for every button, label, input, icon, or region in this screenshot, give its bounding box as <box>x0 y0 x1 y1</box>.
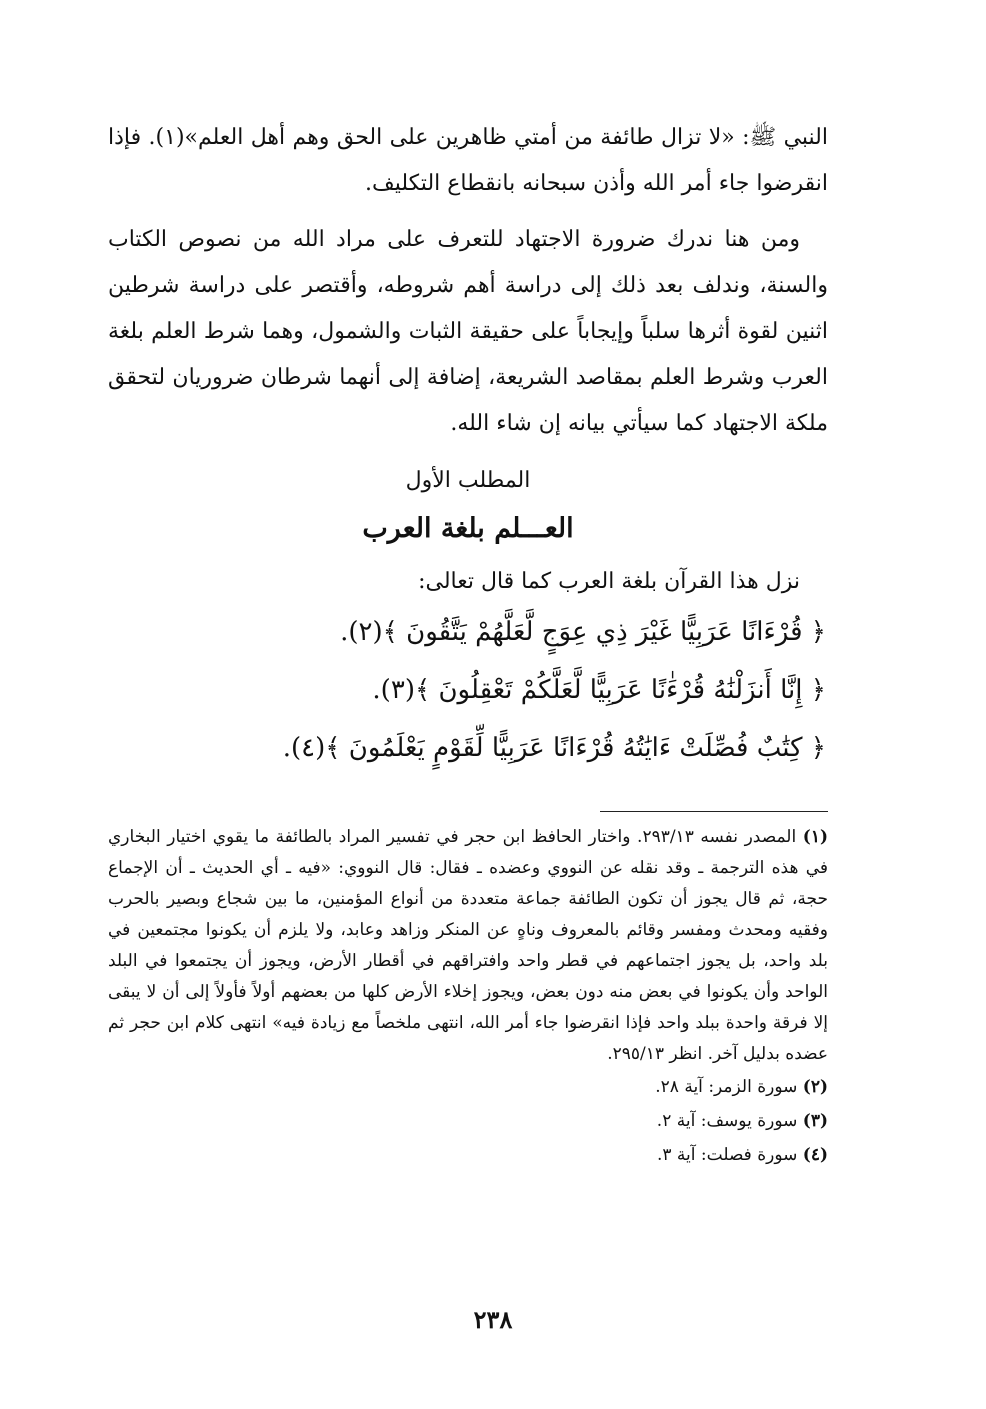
footnote-4-number: (٤) <box>802 1145 828 1165</box>
footnote-separator <box>600 811 828 812</box>
footnote-2 <box>108 1070 828 1104</box>
paragraph-hadith: النبي ﷺ: «لا تزال طائفة من أمتي ظاهرين على الحق وهم أهل العلم»(١). فإذا انقرضوا جاء أمر الله وأذن سبحانه بانقطاع التكليف. <box>108 125 828 196</box>
footnote-3 <box>108 1104 828 1138</box>
quran-verse-3: ﴿ كِتَٰبٌ فُصِّلَتْ ءَايَٰتُهُ قُرْءَانًا عَرَبِيًّا لِّقَوْمٍ يَعْلَمُونَ ﴾(٤). <box>282 733 826 763</box>
footnote-1 <box>108 822 828 1070</box>
book-page <box>108 115 828 1172</box>
footnote-1-number: (١) <box>802 827 828 847</box>
footnote-3-text: سورة يوسف: آية ٢. <box>656 1111 798 1131</box>
footnote-2-text: سورة الزمر: آية ٢٨. <box>655 1077 798 1097</box>
section-label: المطلب الأول <box>405 468 531 493</box>
footnote-3-number: (٣) <box>802 1111 828 1131</box>
footnote-4 <box>108 1138 828 1172</box>
section-title: العـــلم بلغة العرب <box>362 513 574 544</box>
footnote-4-text: سورة فصلت: آية ٣. <box>656 1145 798 1165</box>
footnote-1-text: المصدر نفسه ٢٩٣/١٣. واختار الحافظ ابن حجر في تفسير المراد بالطائفة ما يقوي اختيار البخاري في هذه الترجمة ـ وقد نقله عن النووي وعضده ـ فقال: قال النووي: «فيه ـ أي الحديث ـ أن الإجماع حجة، ثم قال يجوز أن تكون الطائفة جماعة متعددة من أنواع المؤمنين، ما بين شجاع وبصير بالحرب وفقيه ومحدث ومفسر وقائم بالمعروف وناهٍ عن المنكر وزاهد وعابد، ولا يلزم أن يكونوا مجتمعين في بلد واحد، بل يجوز اجتماعهم في قطر واحد وافتراقهم في أقطار الأرض، ويجوز أن يجتمعوا في البلد الواحد وأن يكونوا في بعض منه دون بعض، ويجوز إخلاء الأرض كلها من بعضهم أولاً فأولاً إلى أن لا يبقى إلا فرقة واحدة ببلد واحد فإذا انقرضوا جاء أمر الله، انتهى ملخصاً مع زيادة فيه» انتهى كلام ابن حجر ثم عضده بدليل آخر. انظر ٢٩٥/١٣. <box>108 827 828 1064</box>
paragraph-ijtihad: ومن هنا ندرك ضرورة الاجتهاد للتعرف على مراد الله من نصوص الكتاب والسنة، وندلف بعد ذلك إلى دراسة أهم شروطه، وأقتصر على دراسة شرطين اثنين لقوة أثرها سلباً وإيجاباً على حقيقة الثبات والشمول، وهما شرط العلم بلغة العرب وشرط العلم بمقاصد الشريعة، إضافة إلى أنهما شرطان ضروريان لتحقق ملكة الاجتهاد كما سيأتي بيانه إن شاء الله. <box>108 227 828 436</box>
footnote-2-number: (٢) <box>802 1077 828 1097</box>
quran-verse-1: ﴿ قُرْءَانًا عَرَبِيًّا غَيْرَ ذِي عِوَجٍ لَّعَلَّهُمْ يَتَّقُونَ ﴾(٢). <box>340 617 826 647</box>
verses-intro: نزل هذا القرآن بلغة العرب كما قال تعالى: <box>418 569 800 594</box>
quran-verse-2: ﴿ إِنَّا أَنزَلْنَٰهُ قُرْءَٰنًا عَرَبِيًّا لَّعَلَّكُمْ تَعْقِلُونَ ﴾(٣). <box>372 675 826 705</box>
page-number: ٢٣٨ <box>473 1305 513 1334</box>
